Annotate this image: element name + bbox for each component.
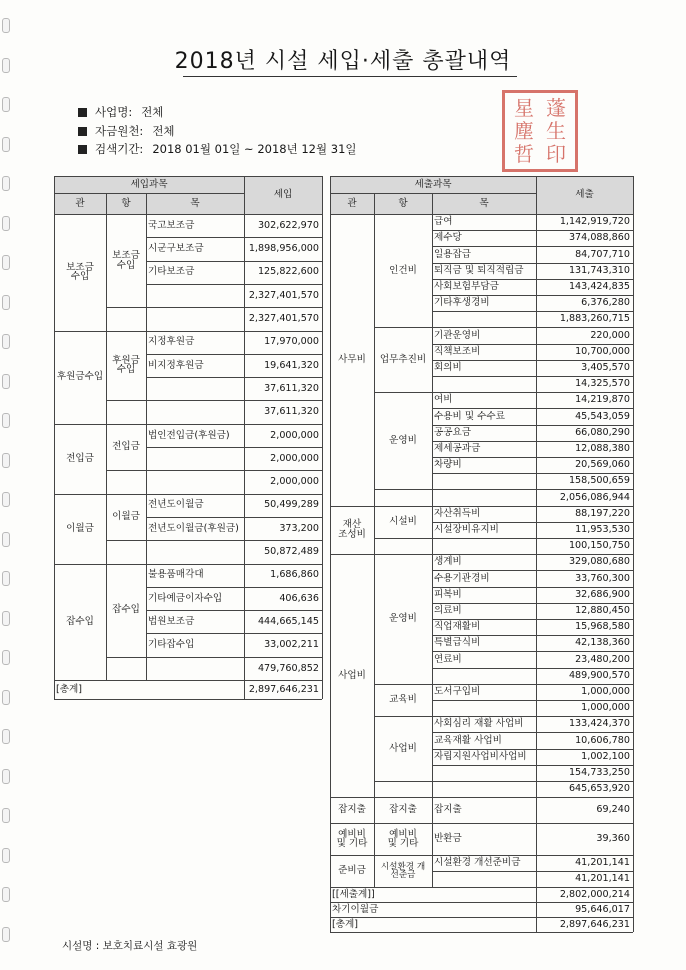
grid-line [374, 538, 432, 539]
expense-item: 연료비 [434, 653, 462, 665]
binder-hole-icon [2, 690, 10, 705]
revenue-gwan: 이월금 [66, 522, 94, 534]
expense-hang: 사업비 [389, 742, 417, 754]
expense-item [432, 871, 536, 887]
revenue-amount: 444,665,145 [257, 615, 319, 627]
expense-amount: 66,080,290 [575, 426, 630, 438]
grid-line [106, 400, 146, 401]
expense-total-label: [총계] [332, 918, 359, 930]
grid-line [330, 193, 536, 194]
binder-hole-icon [2, 137, 10, 152]
expense-item: 수용기관경비 [434, 572, 490, 584]
expense-amount: 100,150,750 [568, 540, 630, 552]
revenue-item: 전년도이월금(후원금) [148, 522, 239, 534]
binder-hole-icon [2, 492, 10, 507]
expense-gwan: 예비비 및 기타 [336, 828, 368, 850]
revenue-amount: 50,499,289 [264, 499, 319, 511]
revenue-amount: 302,622,970 [257, 219, 319, 231]
grid-line [146, 564, 322, 565]
expense-item: 도서구입비 [434, 686, 481, 698]
grid-line [54, 176, 322, 177]
grid-line [146, 377, 322, 378]
revenue-item: 법인전입금(후원금) [148, 429, 230, 441]
bullet-icon [78, 108, 87, 117]
binder-hole-icon [2, 650, 10, 665]
expense-amount: 158,500,659 [568, 475, 630, 487]
grid-line [106, 307, 146, 308]
revenue-amount: 19,641,320 [264, 359, 319, 371]
expense-item [432, 311, 536, 327]
grid-line [146, 657, 322, 658]
expense-gwan: 사업비 [338, 669, 366, 681]
page-title: 2018년 시설 세입·세출 총괄내역 [174, 49, 512, 74]
grid-line [330, 176, 331, 932]
binder-hole-icon [2, 453, 10, 468]
expense-amount: 1,142,919,720 [559, 216, 630, 228]
binder-hole-icon [2, 611, 10, 626]
expense-amount: 374,088,860 [568, 232, 630, 244]
grid-line [146, 354, 322, 355]
revenue-header-col2: 항 [106, 193, 146, 214]
revenue-amount: 373,200 [279, 522, 319, 534]
revenue-hang: 이월금 [112, 511, 140, 523]
grid-line [146, 424, 322, 425]
expense-item [432, 765, 536, 781]
binder-hole-icon [2, 374, 10, 389]
revenue-item: 전년도이월금 [148, 499, 204, 511]
grid-line [146, 587, 322, 588]
grid-line [146, 193, 147, 680]
revenue-hang: 잡수입 [112, 604, 140, 616]
expense-amount: 10,606,780 [575, 734, 630, 746]
revenue-amount: 2,000,000 [270, 429, 319, 441]
binder-hole-icon [2, 769, 10, 784]
facility-name: 시설명 : 보호치료시설 효광원 [62, 940, 198, 952]
revenue-amount: 1,898,956,000 [248, 243, 319, 255]
revenue-item [146, 377, 244, 400]
grid-line [54, 176, 55, 699]
expense-amount: 45,543,059 [575, 410, 630, 422]
expense-item: 특별급식비 [434, 637, 481, 649]
grid-line [106, 657, 146, 658]
binder-hole-icon [2, 176, 10, 191]
binder-hole-icon [2, 571, 10, 586]
grid-line [146, 494, 322, 495]
expense-hang: 예비비 및 기타 [387, 828, 419, 850]
expense-amount: 14,325,570 [575, 378, 630, 390]
expense-amount: 10,700,000 [575, 345, 630, 357]
expense-item: 기관운영비 [434, 329, 481, 341]
revenue-hang: 보조금 수입 [112, 250, 140, 271]
meta-period: 검색기간: 2018 01월 01일 ~ 2018년 12월 31일 [78, 140, 357, 159]
expense-amount: 12,088,380 [575, 443, 630, 455]
expense-hang: 운영비 [389, 434, 417, 446]
expense-item [432, 668, 536, 684]
meta-business: 사업명: 전체 [78, 103, 357, 122]
expense-amount: 33,760,300 [575, 572, 630, 584]
expense-header-col2: 항 [374, 193, 432, 214]
revenue-header-col3: 목 [146, 193, 244, 214]
revenue-gwan: 잡수입 [66, 615, 94, 627]
revenue-item: 기타예금이자수입 [148, 592, 223, 604]
expense-subtotal-value: 2,802,000,214 [559, 888, 630, 900]
grid-line [106, 193, 107, 680]
revenue-amount: 479,760,852 [257, 662, 319, 674]
expense-gwan: 사무비 [338, 354, 366, 365]
expense-carry-label: 차기이월금 [332, 903, 379, 915]
meta-fund-source: 자금원천: 전체 [78, 122, 357, 141]
grid-line [146, 633, 322, 634]
binder-holes [2, 0, 10, 970]
revenue-item [146, 540, 244, 563]
expense-item [432, 376, 536, 392]
bullet-icon [78, 127, 87, 136]
expense-amount: 3,405,570 [581, 362, 630, 374]
expense-amount: 32,686,900 [575, 588, 630, 600]
expense-amount: 88,197,220 [575, 507, 630, 519]
expense-item: 여비 [434, 394, 453, 406]
revenue-total-value: 2,897,646,231 [248, 683, 319, 695]
binder-hole-icon [2, 927, 10, 942]
revenue-hang: 후원금 수입 [112, 354, 140, 376]
grid-line [536, 176, 537, 932]
expense-amount: 131,743,310 [568, 264, 630, 276]
expense-item: 급여 [434, 216, 453, 228]
revenue-amount: 406,636 [279, 592, 319, 604]
expense-item: 자산취득비 [434, 507, 481, 519]
expense-amount: 84,707,710 [575, 248, 630, 260]
grid-line [146, 470, 322, 471]
revenue-header-amount: 세입 [244, 176, 322, 214]
revenue-amount: 17,970,000 [264, 336, 319, 348]
revenue-item: 기타잡수입 [148, 639, 195, 651]
expense-header-amount: 세출 [536, 176, 633, 214]
expense-subtotal-label: [[세출계]] [332, 888, 375, 900]
expense-item: 직업재활비 [434, 621, 481, 633]
revenue-amount: 2,327,401,570 [248, 289, 319, 301]
expense-amount: 329,080,680 [568, 556, 630, 568]
expense-item: 제세공과금 [434, 443, 481, 455]
expense-header-group: 세출과목 [330, 176, 536, 193]
grid-line [146, 447, 322, 448]
expense-amount: 14,219,870 [575, 394, 630, 406]
expense-amount: 143,424,835 [568, 281, 630, 293]
binder-hole-icon [2, 216, 10, 231]
revenue-amount: 2,327,401,570 [248, 313, 319, 325]
binder-hole-icon [2, 808, 10, 823]
revenue-item: 비지정후원금 [148, 359, 204, 371]
grid-line [146, 261, 322, 262]
grid-line [146, 331, 322, 332]
expense-amount: 39,360 [596, 833, 630, 845]
expense-header-col3: 목 [432, 193, 536, 214]
expense-amount: 220,000 [590, 329, 630, 341]
grid-line [146, 237, 322, 238]
revenue-amount: 1,686,860 [270, 569, 319, 581]
expense-amount: 69,240 [596, 804, 630, 816]
grid-line [244, 176, 245, 699]
expense-amount: 489,900,570 [568, 669, 630, 681]
grid-line [146, 517, 322, 518]
expense-item [432, 473, 536, 489]
revenue-header-group: 세입과목 [54, 176, 244, 193]
grid-line [633, 176, 634, 932]
title-underline [183, 76, 517, 77]
expense-hang: 인건비 [389, 264, 417, 276]
binder-hole-icon [2, 413, 10, 428]
grid-line [54, 193, 244, 194]
expense-item [432, 489, 536, 505]
revenue-gwan: 보조금 수입 [66, 261, 94, 283]
expense-item: 시설환경 개선준비금 [434, 857, 521, 869]
expense-amount: 1,002,100 [581, 750, 630, 762]
expense-item: 일용잡급 [434, 248, 472, 260]
grid-line [54, 699, 322, 700]
binder-hole-icon [2, 18, 10, 33]
revenue-gwan: 후원금수입 [56, 371, 104, 383]
binder-hole-icon [2, 887, 10, 902]
binder-hole-icon [2, 532, 10, 547]
expense-item: 교육재활 사업비 [434, 734, 502, 746]
expense-hang: 시설환경 개 선준금 [380, 861, 426, 881]
grid-line [146, 540, 322, 541]
revenue-amount: 37,611,320 [264, 382, 319, 394]
expense-amount: 12,880,450 [575, 605, 630, 617]
expense-item: 공공요금 [434, 426, 472, 438]
revenue-item [146, 307, 244, 330]
grid-line [146, 400, 322, 401]
grid-line [432, 871, 633, 872]
expense-gwan: 잡지출 [338, 804, 366, 816]
expense-item: 퇴직금 및 퇴직적립금 [434, 264, 524, 276]
expense-item: 회의비 [434, 362, 462, 374]
revenue-amount: 2,000,000 [270, 452, 319, 464]
expense-gwan: 재산 조성비 [338, 519, 366, 540]
expense-amount: 1,883,260,715 [559, 313, 630, 325]
revenue-item [146, 657, 244, 680]
revenue-item [146, 470, 244, 493]
expense-amount: 2,056,086,944 [559, 491, 630, 503]
revenue-item: 불용품매각대 [148, 569, 204, 581]
expense-hang: 시설비 [389, 515, 417, 527]
expense-item [432, 538, 536, 554]
search-conditions [78, 103, 357, 159]
revenue-item [146, 447, 244, 470]
revenue-item: 국고보조금 [148, 219, 195, 231]
expense-item: 기타후생경비 [434, 297, 490, 309]
revenue-item: 법원보조금 [148, 615, 195, 627]
expense-item: 의료비 [434, 605, 462, 617]
grid-line [330, 932, 633, 933]
revenue-amount: 50,872,489 [264, 546, 319, 558]
binder-hole-icon [2, 729, 10, 744]
expense-amount: 1,000,000 [581, 686, 630, 698]
revenue-gwan: 전입금 [66, 452, 94, 464]
grid-line [374, 489, 432, 490]
expense-item: 시설장비유지비 [434, 524, 499, 536]
revenue-item: 시군구보조금 [148, 243, 204, 255]
binder-hole-icon [2, 848, 10, 863]
expense-total-value: 2,897,646,231 [559, 918, 630, 930]
grid-line [330, 176, 633, 177]
revenue-amount: 37,611,320 [264, 406, 319, 418]
grid-line [374, 193, 375, 887]
expense-item [432, 700, 536, 716]
revenue-amount: 33,002,211 [264, 639, 319, 651]
expense-item: 직책보조비 [434, 345, 481, 357]
expense-amount: 1,000,000 [581, 702, 630, 714]
revenue-amount: 125,822,600 [257, 266, 319, 278]
expense-item [432, 781, 536, 797]
revenue-item [146, 400, 244, 423]
expense-item: 잡지출 [434, 804, 462, 816]
revenue-total-label: [총계] [56, 683, 83, 695]
revenue-item: 기타보조금 [148, 266, 195, 278]
expense-amount: 41,201,141 [575, 857, 630, 869]
expense-amount: 154,733,250 [568, 767, 630, 779]
expense-amount: 6,376,280 [581, 297, 630, 309]
expense-item: 반환금 [434, 833, 462, 845]
grid-line [106, 470, 146, 471]
binder-hole-icon [2, 295, 10, 310]
expense-amount: 133,424,370 [568, 718, 630, 730]
expense-carry-value: 95,646,017 [575, 903, 630, 915]
expense-item: 자립지원사업비사업비 [434, 750, 527, 762]
expense-hang: 교육비 [389, 694, 417, 706]
official-seal: 星 蓬 塵 生 哲 印 [502, 90, 578, 172]
expense-amount: 23,480,200 [575, 653, 630, 665]
expense-item: 수용비 및 수수료 [434, 410, 505, 422]
revenue-header-col1: 관 [54, 193, 106, 214]
expense-item: 피복비 [434, 588, 462, 600]
expense-table [330, 176, 633, 941]
grid-line [54, 214, 322, 215]
grid-line [146, 284, 322, 285]
binder-hole-icon [2, 334, 10, 349]
expense-amount: 15,968,580 [575, 621, 630, 633]
revenue-item [146, 284, 244, 307]
grid-line [146, 610, 322, 611]
binder-hole-icon [2, 255, 10, 270]
expense-item: 사회심리 재활 사업비 [434, 718, 524, 730]
expense-item: 사회보험부담금 [434, 281, 499, 293]
expense-amount: 645,653,920 [568, 783, 630, 795]
grid-line [106, 540, 146, 541]
revenue-hang: 전입금 [112, 441, 140, 453]
expense-item: 차량비 [434, 459, 462, 471]
grid-line [432, 193, 433, 887]
grid-line [330, 214, 633, 215]
expense-hang: 잡지출 [389, 804, 417, 816]
expense-amount: 42,138,360 [575, 637, 630, 649]
grid-line [374, 781, 432, 782]
expense-hang: 운영비 [389, 613, 417, 625]
bullet-icon [78, 145, 87, 154]
expense-item: 생계비 [434, 556, 462, 568]
expense-amount: 20,569,060 [575, 459, 630, 471]
grid-line [146, 307, 322, 308]
revenue-item: 지정후원금 [148, 336, 195, 348]
binder-hole-icon [2, 97, 10, 112]
expense-amount: 11,953,530 [575, 524, 630, 536]
expense-header-col1: 관 [330, 193, 374, 214]
revenue-amount: 2,000,000 [270, 476, 319, 488]
grid-line [146, 680, 322, 681]
grid-line [322, 176, 323, 699]
expense-item: 제수당 [434, 232, 462, 244]
expense-amount: 41,201,141 [575, 873, 630, 885]
expense-gwan: 준비금 [338, 865, 366, 877]
expense-hang: 업무추진비 [379, 353, 427, 365]
revenue-table [54, 176, 322, 794]
